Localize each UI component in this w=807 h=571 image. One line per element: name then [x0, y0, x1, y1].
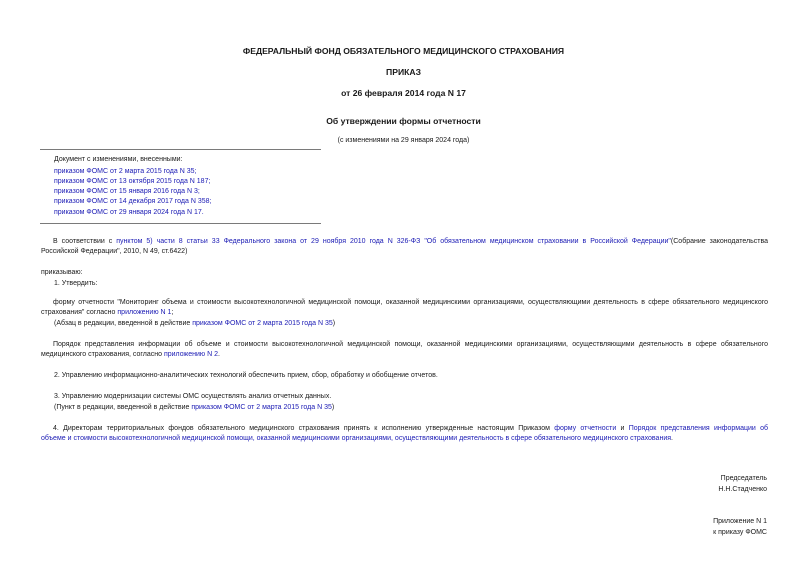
form-note-link[interactable]: приказом ФОМС от 2 марта 2015 года N 35	[192, 320, 333, 327]
form-link[interactable]: форму отчетности	[554, 425, 617, 432]
amended-note: (с изменениями на 29 января 2024 года)	[337, 137, 470, 144]
appendix-ref: к приказу ФОМС	[713, 529, 767, 536]
change-link-5[interactable]: приказом ФОМС от 29 января 2024 года N 17.	[54, 209, 204, 216]
item-3-note-link[interactable]: приказом ФОМС от 2 марта 2015 года N 35	[191, 404, 332, 411]
appendix-2-link[interactable]: приложению N 2	[163, 351, 218, 358]
change-link-3[interactable]: приказом ФОМС от 15 января 2016 года N 3;	[54, 188, 200, 195]
form-text: страхования" согласно	[41, 309, 118, 316]
item-1: 1. Утвердить:	[54, 280, 98, 287]
form-note-end: )	[332, 320, 336, 327]
item-3-note-text: (Пункт в редакции, введенной в действие	[54, 404, 192, 411]
item-3-note	[54, 403, 781, 413]
item-3: 3. Управлению модернизации системы ОМС осуществлять анализ отчетных данных.	[54, 393, 332, 400]
form-note-text: (Абзац в редакции, введенной в действие	[54, 320, 193, 327]
preamble-source: (Собрание законодательства	[670, 238, 768, 245]
change-link-1[interactable]: приказом ФОМС от 2 марта 2015 года N 35;	[54, 168, 197, 175]
item-4-text: 4. Директорам территориальных фондов обязательного медицинского страхования принять к исполнению утвержденные настоящим Приказом	[53, 425, 555, 432]
item-2: 2. Управлению информационно-аналитических технологий обеспечить прием, сбор, обработку и обобщение отчетов.	[54, 372, 438, 379]
preamble-text: В соответствии с	[53, 238, 117, 245]
preamble-line-1	[41, 237, 768, 247]
form-line-1: форму отчетности "Мониторинг объема и стоимости высокотехнологичной медицинской помощи, оказанной медицинскими организациями, осуществляющими деятельность в сфере обязательного медицинского	[53, 299, 768, 306]
document-date-number: от 26 февраля 2014 года N 17	[341, 88, 466, 98]
document-type: ПРИКАЗ	[386, 67, 421, 77]
item-3-note-end: )	[331, 404, 335, 411]
form-end: ;	[171, 309, 174, 316]
preamble-line-2: Российской Федерации", 2010, N 49, ст.6422)	[41, 248, 188, 255]
changes-intro: Документ с изменениями, внесенными:	[54, 156, 183, 163]
form-note	[54, 319, 781, 329]
procedure-line-1: Порядок представления информации об объеме и стоимости высокотехнологичной медицинской помощи, оказанной медицинскими организациями, осуществляющими деятельность в сфере обязательного	[53, 341, 768, 348]
document-title: Об утверждении формы отчетности	[326, 116, 481, 126]
procedure-line-2	[41, 350, 768, 360]
item-4-line-2	[41, 434, 768, 444]
signature-name: Н.Н.Стадченко	[718, 486, 767, 493]
form-line-2	[41, 308, 768, 318]
change-link-4[interactable]: приказом ФОМС от 14 декабря 2017 года N 358;	[54, 198, 212, 205]
appendix-1-link[interactable]: приложению N 1	[117, 309, 172, 316]
divider-bottom	[40, 223, 321, 224]
federal-law-link[interactable]: пунктом 5) части 8 статьи 33 Федерального закона от 29 ноября 2010 года N 326-ФЗ "Об обязательном медицинском страховании в Российской Федерации"	[116, 238, 671, 245]
change-link-2[interactable]: приказом ФОМС от 13 октября 2015 года N 187;	[54, 178, 211, 185]
divider-top	[40, 149, 321, 150]
procedure-text: медицинского страхования, согласно	[41, 351, 164, 358]
item-4-and: и	[616, 425, 629, 432]
appendix-title: Приложение N 1	[713, 518, 767, 525]
orders-text: приказываю:	[41, 269, 83, 276]
item-4-line-1	[41, 424, 768, 434]
organization-name: ФЕДЕРАЛЬНЫЙ ФОНД ОБЯЗАТЕЛЬНОГО МЕДИЦИНСКОГО СТРАХОВАНИЯ	[242, 46, 565, 56]
item-4-end: .	[671, 435, 673, 442]
procedure-link-part-2[interactable]: объеме и стоимости высокотехнологичной медицинской помощи, оказанной медицинскими организациями, осуществляющими деятельность в сфере обязательного медицинского страхования	[41, 435, 672, 442]
procedure-end: .	[217, 351, 220, 358]
signature-role: Председатель	[720, 475, 767, 482]
procedure-link-part-1[interactable]: Порядок представления информации об	[628, 425, 768, 432]
